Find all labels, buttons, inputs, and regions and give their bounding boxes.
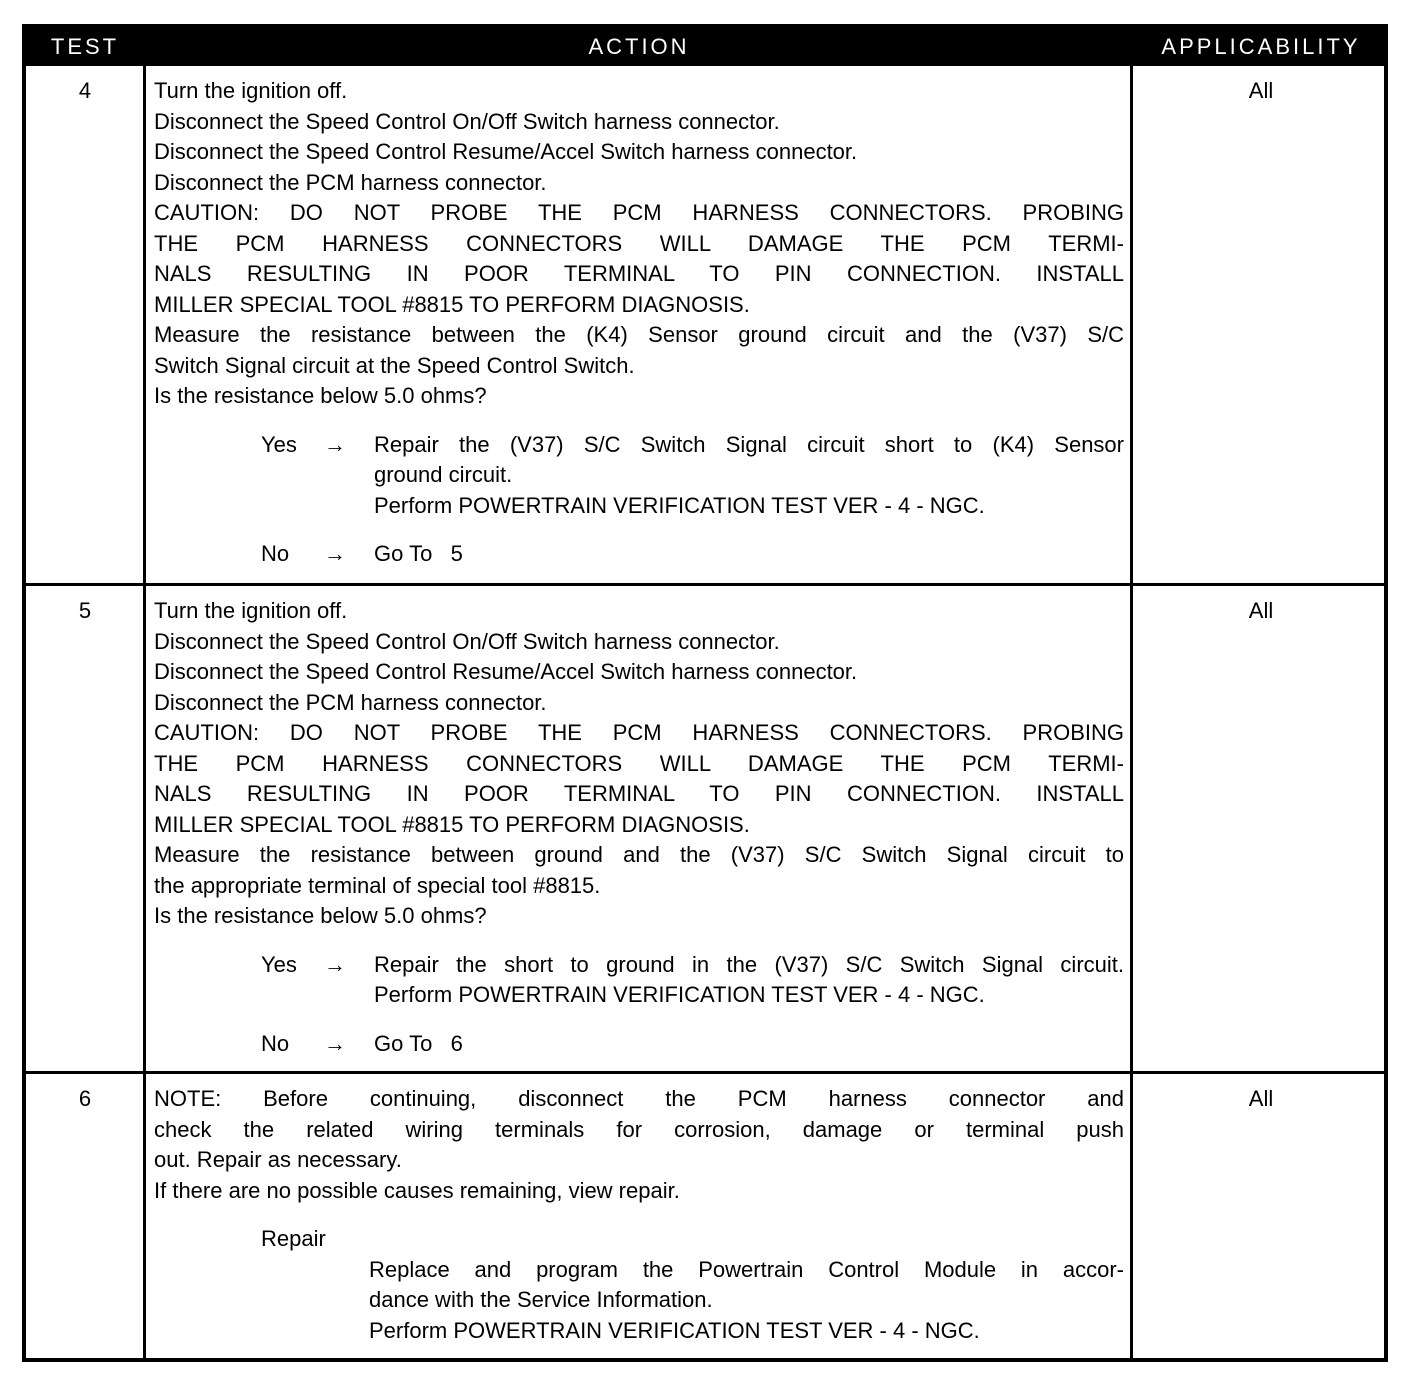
header-applicability: APPLICABILITY — [1161, 34, 1361, 59]
repair-text: Replace and program the Powertrain Control Module in accor- — [369, 1256, 1124, 1282]
test-number: 4 — [78, 78, 92, 103]
caution-text: THE PCM HARNESS CONNECTORS WILL DAMAGE THE PCM TERMI- — [154, 230, 1124, 256]
step-text: Turn the ignition off. — [154, 598, 348, 623]
table-row — [26, 1071, 1384, 1358]
yes-answer — [154, 950, 1124, 1011]
note-text: out. Repair as necessary. — [154, 1147, 402, 1172]
goto-text: Go To 5 — [374, 541, 463, 566]
arrow-right-icon: → — [324, 1030, 346, 1056]
repair-section — [154, 1224, 1124, 1346]
action-cell — [154, 1084, 1124, 1346]
yes-text: ground circuit. — [374, 462, 513, 487]
measure-text: Switch Signal circuit at the Speed Control Switch. — [154, 352, 635, 378]
caution-text: CAUTION: DO NOT PROBE THE PCM HARNESS CONNECTORS. PROBING — [154, 720, 1124, 745]
remaining-text: If there are no possible causes remaining, view repair. — [154, 1177, 680, 1203]
step-text: Disconnect the Speed Control On/Off Switch harness connector. — [154, 108, 780, 134]
action-cell — [154, 596, 1124, 1059]
applicability-value: All — [1248, 1086, 1274, 1111]
applicability-value: All — [1248, 78, 1274, 103]
header-test: TEST — [50, 34, 120, 59]
repair-text: Perform POWERTRAIN VERIFICATION TEST VER - 4 - NGC. — [369, 1317, 980, 1343]
step-text: Disconnect the PCM harness connector. — [154, 169, 547, 195]
caution-text: CAUTION: DO NOT PROBE THE PCM HARNESS CONNECTORS. PROBING — [154, 200, 1124, 225]
no-answer — [154, 539, 1124, 570]
question-text: Is the resistance below 5.0 ohms? — [154, 903, 487, 928]
caution-text: MILLER SPECIAL TOOL #8815 TO PERFORM DIAGNOSIS. — [154, 291, 750, 317]
yes-text: Perform POWERTRAIN VERIFICATION TEST VER - 4 - NGC. — [374, 492, 985, 518]
question-text: Is the resistance below 5.0 ohms? — [154, 383, 487, 408]
action-cell — [154, 76, 1124, 570]
note-text: check the related wiring terminals for corrosion, damage or terminal push — [154, 1116, 1124, 1142]
yes-label: Yes — [261, 431, 297, 457]
arrow-right-icon: → — [324, 951, 346, 977]
yes-text: Perform POWERTRAIN VERIFICATION TEST VER - 4 - NGC. — [374, 982, 985, 1007]
note-text: NOTE: Before continuing, disconnect the PCM harness connector and — [154, 1086, 1124, 1111]
repair-label: Repair — [261, 1226, 326, 1251]
yes-answer — [154, 430, 1124, 522]
no-answer — [154, 1029, 1124, 1060]
step-text: Disconnect the Speed Control Resume/Accel Switch harness connector. — [154, 659, 858, 684]
step-text: Disconnect the Speed Control Resume/Accel Switch harness connector. — [154, 139, 858, 164]
table-row — [26, 583, 1384, 1071]
table-header — [26, 28, 1384, 66]
header-action: ACTION — [588, 34, 690, 59]
goto-text: Go To 6 — [374, 1030, 463, 1056]
step-text: Disconnect the Speed Control On/Off Switch harness connector. — [154, 628, 780, 654]
step-text: Turn the ignition off. — [154, 78, 348, 103]
arrow-right-icon: → — [324, 541, 346, 566]
no-label: No — [261, 541, 290, 566]
table-row — [26, 66, 1384, 583]
test-number: 6 — [78, 1086, 92, 1111]
caution-text: NALS RESULTING IN POOR TERMINAL TO PIN CONNECTION. INSTALL — [154, 781, 1124, 806]
diagnostic-table — [22, 24, 1388, 1362]
applicability-value: All — [1248, 598, 1274, 623]
yes-text: Repair the (V37) S/C Switch Signal circuit short to (K4) Sensor — [374, 431, 1124, 457]
measure-text: Measure the resistance between ground and the (V37) S/C Switch Signal circuit to — [154, 842, 1124, 867]
caution-text: THE PCM HARNESS CONNECTORS WILL DAMAGE THE PCM TERMI- — [154, 750, 1124, 776]
measure-text: Measure the resistance between the (K4) Sensor ground circuit and the (V37) S/C — [154, 322, 1124, 347]
no-label: No — [261, 1030, 290, 1056]
caution-text: MILLER SPECIAL TOOL #8815 TO PERFORM DIAGNOSIS. — [154, 811, 750, 837]
test-number: 5 — [78, 598, 92, 623]
measure-text: the appropriate terminal of special tool #8815. — [154, 872, 601, 898]
step-text: Disconnect the PCM harness connector. — [154, 689, 547, 715]
caution-text: NALS RESULTING IN POOR TERMINAL TO PIN CONNECTION. INSTALL — [154, 261, 1124, 286]
arrow-right-icon: → — [324, 431, 346, 457]
yes-text: Repair the short to ground in the (V37) S/C Switch Signal circuit. — [374, 951, 1124, 977]
yes-label: Yes — [261, 951, 297, 977]
repair-text: dance with the Service Information. — [369, 1287, 713, 1312]
